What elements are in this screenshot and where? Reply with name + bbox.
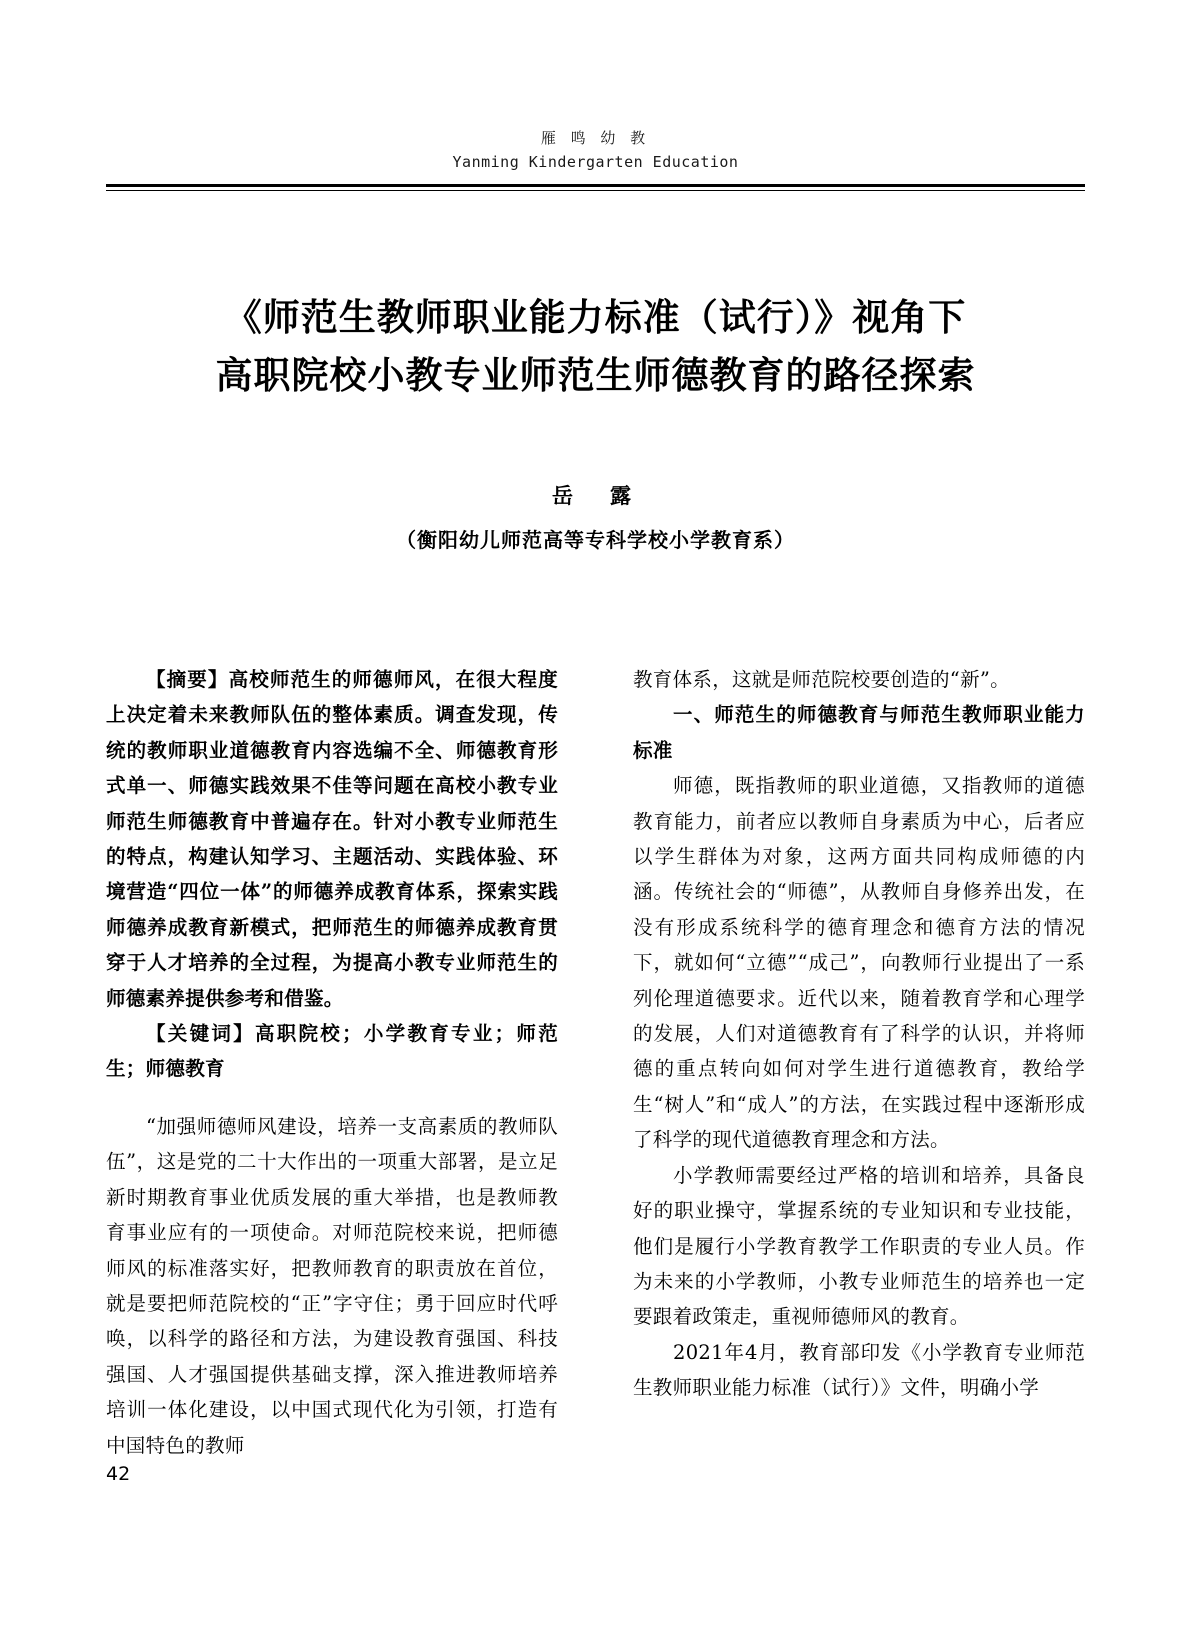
page-title-line-2: 高职院校小教专业师范生师德教育的路径探索 (215, 353, 976, 397)
page-number: 42 (106, 1463, 131, 1485)
running-head-chinese: 雁 鸣 幼 教 (540, 129, 651, 147)
column-spacer (106, 1087, 558, 1109)
author-name: 岳 露 (552, 483, 639, 508)
right-body-paragraph-2: 小学教师需要经过严格的培训和培养，具备良好的职业操守，掌握系统的专业知识和专业技能，他们是履行小学教育教学工作职责的专业人员。作为未来的小学教师，小教专业师范生的培养也一定要跟着政策走，重视师德师风的教育。 (633, 1163, 1085, 1329)
right-body-paragraph-3: 2021年4月，教育部印发《小学教育专业师范生教师职业能力标准（试行）》文件，明确小学 (633, 1340, 1085, 1400)
right-continued-paragraph: 教育体系，这就是师范院校要创造的“新”。 (633, 668, 1010, 691)
page-title-line-1: 《师范生教师职业能力标准（试行）》视角下 (224, 295, 967, 339)
right-column (633, 662, 1085, 1442)
body-columns (106, 662, 1085, 1457)
author-affiliation: （衡阳幼儿师范高等专科学校小学教育系） (396, 528, 795, 552)
right-body-paragraph-1: 师德，既指教师的职业道德，又指教师的道德教育能力，前者应以教师自身素质为中心，后者应以学生群体为对象，这两方面共同构成师德的内涵。传统社会的“师德”，从教师自身修养出发，在没有形成系统科学的德育理念和德育方法的情况下，就如何“立德”“成己”，向教师行业提出了一系列伦理道德要求。近代以来，随着教育学和心理学的发展，人们对道德教育有了科学的认识，并将师德的重点转向如何对学生进行道德教育，教给学生“树人”和“成人”的方法，在实践过程中逐渐形成了科学的现代道德教育理念和方法。 (633, 774, 1085, 1152)
header-rule-thin (106, 190, 1085, 191)
page-title (106, 288, 1085, 404)
running-head-english: Yanming Kindergarten Education (452, 153, 739, 171)
left-body-paragraph-1: “加强师德师风建设，培养一支高素质的教师队伍”，这是党的二十大作出的一项重大部署，是立足新时期教育事业优质发展的重大举措，也是教师教育事业应有的一项使命。对师范院校来说，把师德师风的标准落实好，把教师教育的职责放在首位，就是要把师范院校的“正”字守住；勇于回应时代呼唤，以科学的路径和方法，为建设教育强国、科技强国、人才强国提供基础支撑，深入推进教师培养培训一体化建设，以中国式现代化为引领，打造有中国特色的教师 (106, 1114, 558, 1457)
header-rule-thick (106, 184, 1085, 187)
left-column (106, 662, 558, 1457)
running-head (106, 128, 1085, 171)
section-heading-1: 一、师范生的师德教育与师范生教师职业能力标准 (633, 703, 1085, 762)
keywords-paragraph: 【关键词】高职院校；小学教育专业；师范生；师德教育 (106, 1022, 558, 1081)
abstract-paragraph: 【摘要】高校师范生的师德师风，在很大程度上决定着未来教师队伍的整体素质。调查发现，传统的教师职业道德教育内容选编不全、师德教育形式单一、师德实践效果不佳等问题在高校小教专业师范生师德教育中普遍存在。针对小教专业师范生的特点，构建认知学习、主题活动、实践体验、环境营造“四位一体”的师德养成教育体系，探索实践师德养成教育新模式，把师范生的师德养成教育贯穿于人才培养的全过程，为提高小教专业师范生的师德素养提供参考和借鉴。 (106, 668, 558, 1010)
